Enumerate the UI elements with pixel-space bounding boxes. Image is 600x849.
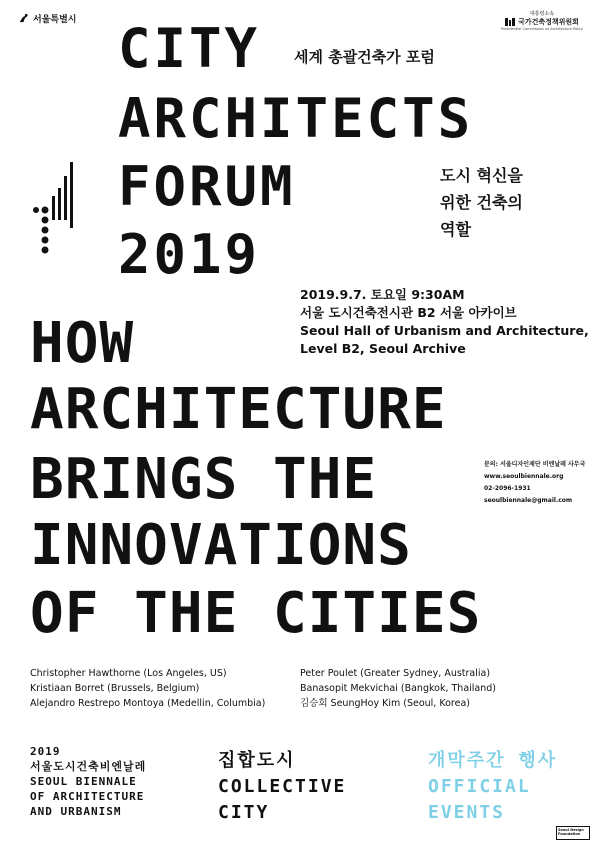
event-venue-en-1: Seoul Hall of Urbanism and Architecture, xyxy=(300,323,589,338)
event-info xyxy=(300,286,590,358)
seoul-design-foundation-logo xyxy=(556,826,590,840)
pcab-main-text: 국가건축정책위원회 xyxy=(518,18,579,26)
headline-line-3: BRINGS THE xyxy=(30,447,378,512)
contact-phone: 02-2096-1931 xyxy=(484,485,531,492)
collective-en-1: COLLECTIVE xyxy=(218,776,347,797)
speaker-item: Christopher Hawthorne (Los Angeles, US) xyxy=(30,668,227,679)
title-line-4: 2019 xyxy=(118,223,261,286)
seoul-logo-text: 서울특별시 xyxy=(33,15,77,25)
biennale-en-3: AND URBANISM xyxy=(30,805,122,818)
title-line-2: ARCHITECTS xyxy=(118,87,474,150)
speaker-item: 김승회 SeungHoy Kim (Seoul, Korea) xyxy=(300,698,470,709)
event-date: 2019.9.7. 토요일 9:30AM xyxy=(300,287,465,302)
headline-line-5: OF THE CITIES xyxy=(30,581,482,646)
official-en-2: EVENTS xyxy=(428,802,506,823)
pcab-logo xyxy=(496,10,588,31)
headline-line-4: INNOVATIONS xyxy=(30,513,412,578)
contact-info xyxy=(484,459,585,507)
seoul-symbol-icon xyxy=(18,13,29,24)
collective-city-block xyxy=(218,748,346,826)
speaker-item: Peter Poulet (Greater Sydney, Australia) xyxy=(300,668,491,679)
biennale-block xyxy=(30,744,146,819)
official-ko: 개막주간 행사 xyxy=(428,750,558,771)
korean-role-line-2: 위한 건축의 xyxy=(440,193,523,212)
collective-en-2: CITY xyxy=(218,802,270,823)
pcab-small-text: 대통령소속 xyxy=(529,11,555,17)
pcab-sub-text: Presidential Commission on Architecture Policy xyxy=(500,27,584,31)
title-line-3: FORUM xyxy=(118,155,296,218)
event-venue-ko: 서울 도시건축전시관 B2 서울 아카이브 xyxy=(300,305,517,320)
speakers-right xyxy=(300,666,496,711)
pcab-symbol-icon xyxy=(505,18,515,26)
speaker-item: Alejandro Restrepo Montoya (Medellin, Columbia) xyxy=(30,698,266,709)
speaker-item: Banasopit Mekvichai (Bangkok, Thailand) xyxy=(300,683,497,694)
biennale-en-1: SEOUL BIENNALE xyxy=(30,775,137,788)
speaker-item: Kristiaan Borret (Brussels, Belgium) xyxy=(30,683,200,694)
event-venue-en-2: Level B2, Seoul Archive xyxy=(300,341,466,356)
biennale-ko: 서울도시건축비엔날레 xyxy=(30,760,147,773)
speakers-left xyxy=(30,666,265,711)
headline-line-2: ARCHITECTURE xyxy=(30,377,447,442)
korean-role xyxy=(440,162,580,243)
bar-dot-graphic xyxy=(30,162,80,272)
official-en-1: OFFICIAL xyxy=(428,776,531,797)
korean-title: 세계 총괄건축가 포럼 xyxy=(294,48,435,66)
collective-ko: 집합도시 xyxy=(218,750,296,771)
contact-email[interactable]: seoulbiennale@gmail.com xyxy=(484,497,573,504)
contact-label: 문의: 서울디자인재단 비엔날레 사무국 xyxy=(484,461,586,468)
headline-line-1: HOW xyxy=(30,311,135,376)
official-events-block xyxy=(428,748,557,826)
contact-web[interactable]: www.seoulbiennale.org xyxy=(484,473,564,480)
title-line-1: CITY xyxy=(118,17,261,80)
biennale-en-2: OF ARCHITECTURE xyxy=(30,790,145,803)
biennale-year: 2019 xyxy=(30,745,61,758)
korean-role-line-1: 도시 혁신을 xyxy=(440,166,523,185)
sdf-logo-text: Seoul Design Foundation xyxy=(558,828,584,836)
korean-role-line-3: 역할 xyxy=(440,220,471,239)
seoul-logo xyxy=(18,12,76,25)
